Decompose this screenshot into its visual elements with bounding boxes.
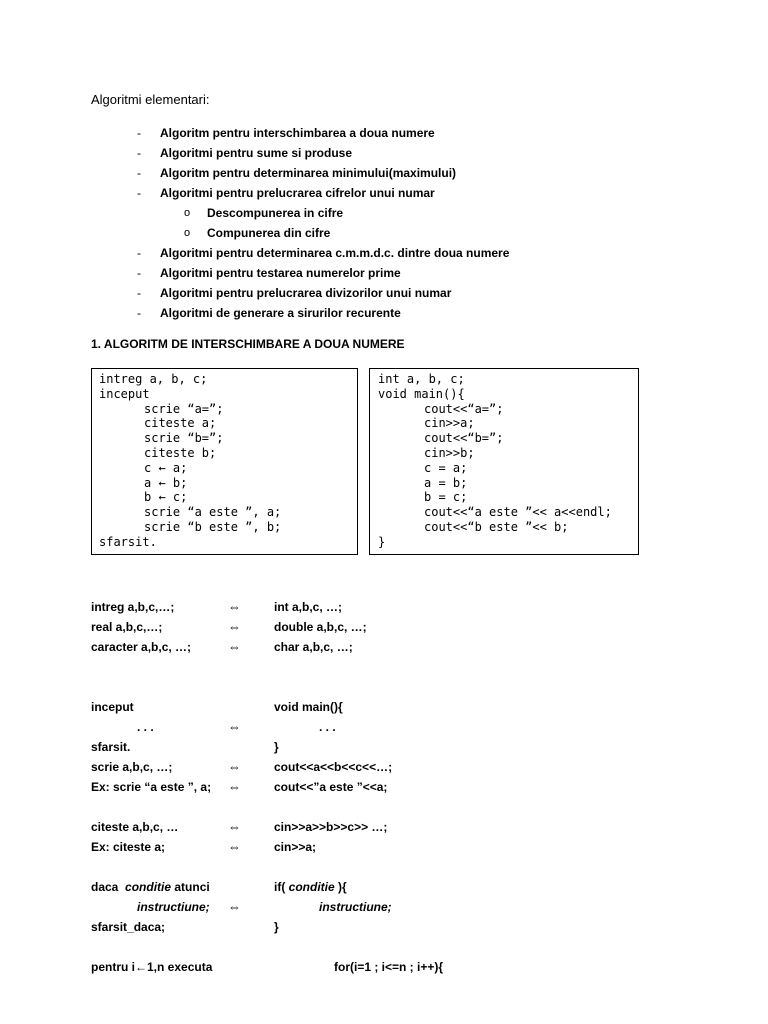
cpp-text: cout<<a<<b<<c<<…; xyxy=(274,760,393,774)
page-heading: Algoritmi elementari: xyxy=(91,92,210,107)
code-line: sfarsit. xyxy=(99,534,157,549)
list-item-text: Algoritmi de generare a sirurilor recurente xyxy=(160,306,401,320)
pseudocode-text: inceput xyxy=(91,700,134,714)
topic-list xyxy=(0,124,768,324)
equivalence-icon: ⇔ xyxy=(228,819,241,834)
list-item xyxy=(0,284,768,304)
keyword-text: ){ xyxy=(334,880,347,894)
dash-bullet: - xyxy=(137,246,141,260)
list-item-text: Algoritmi pentru prelucrarea cifrelor unui numar xyxy=(160,186,435,200)
list-item xyxy=(0,184,768,204)
pseudocode-text: caracter a,b,c, …; xyxy=(91,640,192,654)
cpp-text: . . . xyxy=(319,720,336,734)
code-line: a = b; xyxy=(424,475,468,490)
code-line: a ← b; xyxy=(144,475,188,490)
equivalence-icon: ⇔ xyxy=(228,719,241,734)
pseudocode-text: sfarsit. xyxy=(91,740,131,754)
equivalence-row xyxy=(0,957,768,977)
equivalence-row xyxy=(0,757,768,777)
code-line: b ← c; xyxy=(144,490,188,505)
dash-bullet: - xyxy=(137,266,141,280)
code-line: citeste a; xyxy=(144,416,217,431)
equivalence-icon: ⇔ xyxy=(228,899,241,914)
equivalence-row xyxy=(0,717,768,737)
list-subitem xyxy=(0,204,768,224)
list-item xyxy=(0,144,768,164)
code-line: b = c; xyxy=(424,490,468,505)
code-line: scrie “a este ”, a; xyxy=(144,505,282,520)
equivalence-icon: ⇔ xyxy=(228,759,241,774)
cpp-code-box xyxy=(369,368,639,555)
cpp-text: } xyxy=(274,740,279,754)
equivalence-row xyxy=(0,617,768,637)
keyword-text: atunci xyxy=(171,880,210,894)
code-line: scrie “b=”; xyxy=(144,431,224,446)
code-line: intreg a, b, c; xyxy=(99,372,208,386)
code-line: cout<<“a este ”<< a<<endl; xyxy=(424,505,612,520)
equivalence-row xyxy=(0,777,768,797)
cpp-text: void main(){ xyxy=(274,700,343,714)
code-line: inceput xyxy=(99,386,150,401)
equivalence-icon: ⇔ xyxy=(228,839,241,854)
code-line: citeste b; xyxy=(144,445,217,460)
code-line: cout<<“b este ”<< b; xyxy=(424,519,569,534)
dash-bullet: - xyxy=(137,146,141,160)
code-line: cin>>a; xyxy=(424,416,475,431)
circle-bullet: o xyxy=(184,207,191,219)
cpp-text: int a,b,c, …; xyxy=(274,600,343,614)
cpp-text: cin>>a; xyxy=(274,840,317,854)
list-item-text: Algoritmi pentru prelucrarea divizorilor unui numar xyxy=(160,286,452,300)
cpp-text: cout<<”a este ”<<a; xyxy=(274,780,388,794)
pseudocode-text: citeste a,b,c, … xyxy=(91,820,179,834)
list-item-text: Compunerea din cifre xyxy=(207,226,331,240)
pseudocode-text: Ex: citeste a; xyxy=(91,840,166,854)
cpp-text xyxy=(274,877,347,897)
equivalence-row xyxy=(0,917,768,937)
equivalence-icon: ⇔ xyxy=(228,619,241,634)
list-item xyxy=(0,124,768,144)
pseudocode-text: Ex: scrie “a este ”, a; xyxy=(91,780,212,794)
equivalence-icon: ⇔ xyxy=(228,779,241,794)
list-item-text: Descompunerea in cifre xyxy=(207,206,344,220)
pseudocode-box xyxy=(91,368,358,555)
code-line: cin>>b; xyxy=(424,445,475,460)
section-title: 1. ALGORITM DE INTERSCHIMBARE A DOUA NUMERE xyxy=(91,337,405,351)
pseudocode-text: sfarsit_daca; xyxy=(91,920,166,934)
pseudocode-text: real a,b,c,…; xyxy=(91,620,163,634)
pseudocode-text xyxy=(91,877,210,897)
equivalence-icon: ⇔ xyxy=(228,599,241,614)
list-item xyxy=(0,164,768,184)
equivalence-icon: ⇔ xyxy=(228,639,241,654)
code-line: int a, b, c; xyxy=(378,372,465,386)
pseudocode-text: pentru i←1,n executa xyxy=(91,960,213,974)
cpp-text: instructiune; xyxy=(319,900,392,914)
dash-bullet: - xyxy=(137,186,141,200)
keyword-text: daca xyxy=(91,880,126,894)
code-line: void main(){ xyxy=(378,386,465,401)
list-item-text: Algoritmi pentru sume si produse xyxy=(160,146,353,160)
cpp-text: char a,b,c, …; xyxy=(274,640,353,654)
pseudocode-text: instructiune; xyxy=(137,900,210,914)
cpp-text: double a,b,c, …; xyxy=(274,620,367,634)
equivalence-row xyxy=(0,897,768,917)
circle-bullet: o xyxy=(184,227,191,239)
equivalence-row xyxy=(0,837,768,857)
equivalence-row xyxy=(0,697,768,717)
list-item-text: Algoritmi pentru testarea numerelor prime xyxy=(160,266,401,280)
equivalence-row xyxy=(0,877,768,897)
pseudocode-text: scrie a,b,c, …; xyxy=(91,760,173,774)
code-line: scrie “a=”; xyxy=(144,401,224,416)
cpp-text: } xyxy=(274,920,279,934)
cpp-text: cin>>a>>b>>c>> …; xyxy=(274,820,388,834)
dash-bullet: - xyxy=(137,126,141,140)
dash-bullet: - xyxy=(137,306,141,320)
pseudocode-text: . . . xyxy=(137,720,154,734)
equivalence-row xyxy=(0,637,768,657)
list-item xyxy=(0,304,768,324)
italic-text: conditie xyxy=(125,880,172,894)
list-item xyxy=(0,264,768,284)
cpp-text: for(i=1 ; i<=n ; i++){ xyxy=(334,960,444,974)
code-line: cout<<“b=”; xyxy=(424,431,504,446)
keyword-text: if( xyxy=(274,880,289,894)
list-item-text: Algoritm pentru determinarea minimului(maximului) xyxy=(160,166,457,180)
list-item-text: Algoritm pentru interschimbarea a doua numere xyxy=(160,126,435,140)
equivalence-row xyxy=(0,817,768,837)
list-item-text: Algoritmi pentru determinarea c.m.m.d.c. dintre doua numere xyxy=(160,246,510,260)
code-line: } xyxy=(378,534,386,549)
code-line: cout<<“a=”; xyxy=(424,401,504,416)
code-line: c ← a; xyxy=(144,460,188,475)
list-item xyxy=(0,244,768,264)
dash-bullet: - xyxy=(137,286,141,300)
code-line: scrie “b este ”, b; xyxy=(144,519,282,534)
code-line: c = a; xyxy=(424,460,468,475)
list-subitem xyxy=(0,224,768,244)
pseudocode-text: intreg a,b,c,…; xyxy=(91,600,175,614)
dash-bullet: - xyxy=(137,166,141,180)
equivalence-row xyxy=(0,737,768,757)
italic-text: conditie xyxy=(288,880,335,894)
equivalence-row xyxy=(0,597,768,617)
